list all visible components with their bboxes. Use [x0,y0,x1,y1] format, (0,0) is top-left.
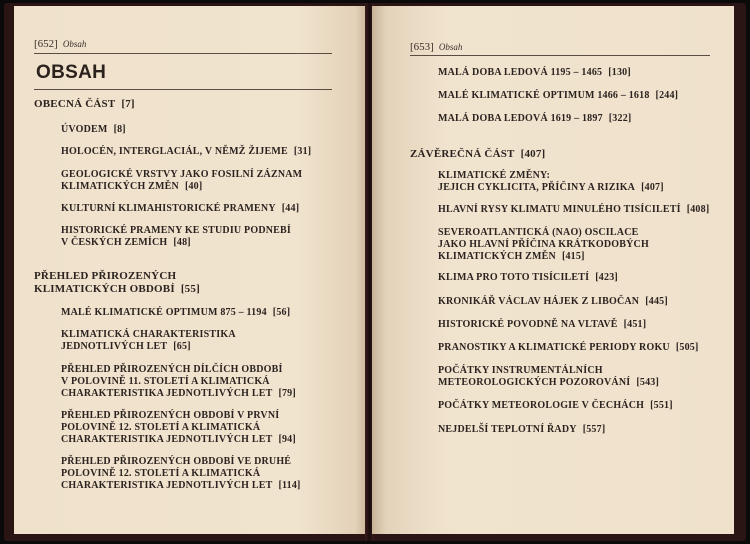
toc-entry: KLIMATICKÉ ZMĚNY: JEJICH CYKLICITA, PŘÍČINY A RIZIKA [407] [438,170,664,193]
right-running-head [410,41,462,53]
toc-entry: ÚVODEM [8] [61,124,126,135]
toc-entry: PRANOSTIKY A KLIMATICKÉ PERIODY ROKU [505] [438,342,699,353]
toc-entry: OBECNÁ ČÁST [7] [34,98,135,110]
toc-entry: HISTORICKÉ PRAMENY KE STUDIU PODNEBÍ V ČESKÝCH ZEMÍCH [48] [61,225,292,248]
toc-entry: KLIMA PRO TOTO TISÍCILETÍ [423] [438,272,618,283]
toc-entry: GEOLOGICKÉ VRSTVY JAKO FOSILNÍ ZÁZNAM KLIMATICKÝCH ZMĚN [40] [61,169,303,192]
toc-entry: POČÁTKY METEOROLOGIE V ČECHÁCH [551] [438,400,673,411]
right-page [372,6,734,534]
contents-heading: OBSAH [36,62,107,83]
left-running-head [34,38,86,50]
left-running-title: Obsah [62,39,87,49]
toc-entry: POČÁTKY INSTRUMENTÁLNÍCH METEOROLOGICKÝCH POZOROVÁNÍ [543] [438,365,660,388]
toc-entry: MALÉ KLIMATICKÉ OPTIMUM 1466 – 1618 [244] [438,90,679,101]
toc-entry: NEJDELŠÍ TEPLOTNÍ ŘADY [557] [438,424,606,435]
toc-entry: KULTURNÍ KLIMAHISTORICKÉ PRAMENY [44] [61,203,300,214]
toc-entry: KRONIKÁŘ VÁCLAV HÁJEK Z LIBOČAN [445] [438,296,668,307]
toc-entry: MALÁ DOBA LEDOVÁ 1195 – 1465 [130] [438,67,631,78]
toc-entry: PŘEHLED PŘIROZENÝCH OBDOBÍ VE DRUHÉ POLOVINĚ 12. STOLETÍ A KLIMATICKÁ CHARAKTERISTIKA JEDNOTLIVÝCH LET [114] [61,456,301,491]
toc-entry: SEVEROATLANTICKÁ (NAO) OSCILACE JAKO HLAVNÍ PŘÍČINA KRÁTKODOBÝCH KLIMATICKÝCH ZMĚN [415] [438,227,649,262]
toc-entry: MALÁ DOBA LEDOVÁ 1619 – 1897 [322] [438,113,632,124]
toc-entry: PŘEHLED PŘIROZENÝCH DÍLČÍCH OBDOBÍ V POLOVINĚ 11. STOLETÍ A KLIMATICKÁ CHARAKTERISTIKA JEDNOTLIVÝCH LET [79] [61,364,296,399]
toc-entry: HISTORICKÉ POVODNĚ NA VLTAVĚ [451] [438,319,647,330]
toc-entry: HOLOCÉN, INTERGLACIÁL, V NĚMŽ ŽIJEME [31] [61,146,312,157]
right-running-title: Obsah [438,42,463,52]
toc-entry: HLAVNÍ RYSY KLIMATU MINULÉHO TISÍCILETÍ [408] [438,204,710,215]
left-page [14,6,366,534]
right-head-rule [410,55,710,56]
open-book [4,3,746,541]
toc-entry: PŘEHLED PŘIROZENÝCH OBDOBÍ V PRVNÍ POLOVINĚ 12. STOLETÍ A KLIMATICKÁ CHARAKTERISTIKA JEDNOTLIVÝCH LET [94] [61,410,296,445]
left-head-rule [34,53,332,54]
toc-entry: PŘEHLED PŘIROZENÝCH KLIMATICKÝCH OBDOBÍ [55] [34,270,200,295]
right-page-number: [653] [410,41,434,53]
toc-entry: MALÉ KLIMATICKÉ OPTIMUM 875 – 1194 [56] [61,307,291,318]
left-page-number: [652] [34,38,58,50]
toc-entry: KLIMATICKÁ CHARAKTERISTIKA JEDNOTLIVÝCH LET [65] [61,329,236,352]
left-title-rule [34,89,332,90]
toc-entry: ZÁVĚREČNÁ ČÁST [407] [410,148,546,160]
